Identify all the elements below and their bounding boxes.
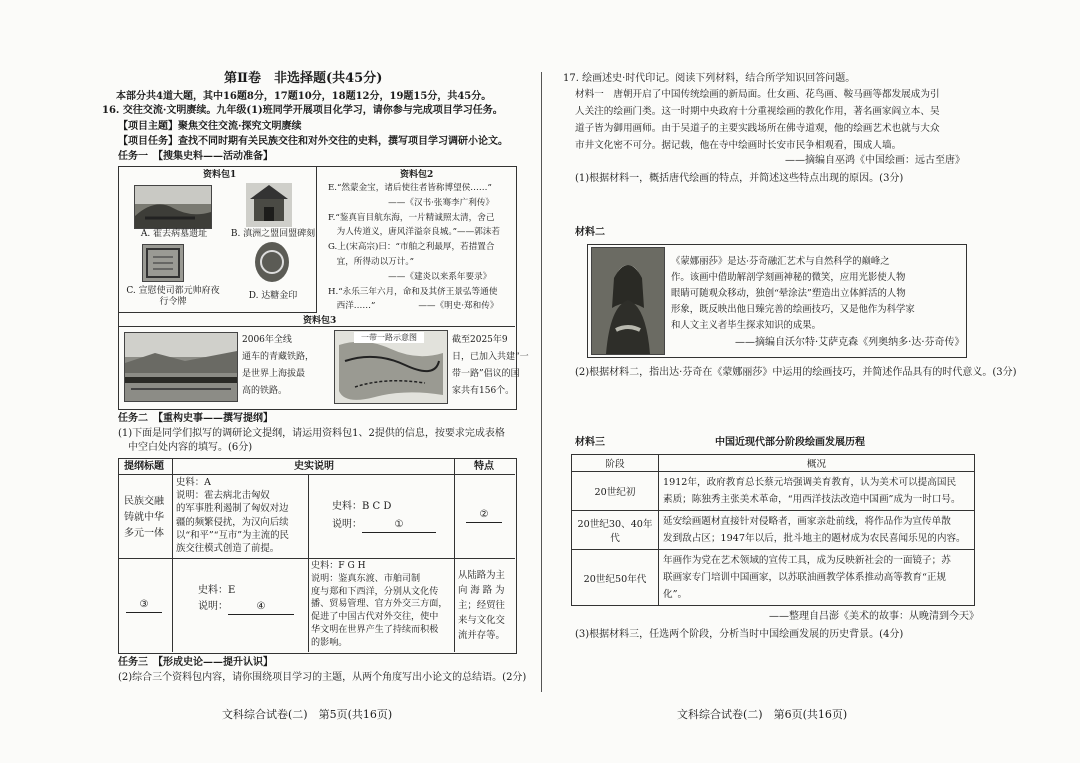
- pack2-line: 西洋……” ——《明史·郑和传》: [328, 301, 499, 312]
- section-title: 第Ⅱ卷 非选择题(共45分): [224, 71, 383, 86]
- row2-fgh-line: 促进了中国古代对外交往，使中: [311, 612, 439, 623]
- row2-fgh-line: 华文明在世界产生了持续而积极: [311, 624, 439, 635]
- material-3-label: 材料三: [575, 437, 605, 448]
- task2-heading: 任务二 【重构史事——撰写提纲】: [118, 413, 273, 424]
- pack2-text: [328, 181, 500, 314]
- page-divider: [541, 72, 542, 692]
- m3-row: [572, 472, 975, 511]
- row2-feature-line: 从陆路为主: [458, 570, 505, 581]
- blank-3-field[interactable]: ③: [126, 598, 162, 613]
- map-label: 一带一路示意图: [354, 332, 424, 343]
- material-2-label: 材料二: [575, 227, 605, 238]
- material-1-line: 市井文化密不可分。据记载，他在寺中绘画时长安市民争相观看，围成人墙。: [575, 140, 902, 151]
- m3-desc-line: 联画家专门培训中国画家，以苏联油画教学体系推动高等教育“正规: [663, 572, 947, 583]
- task3-heading: 任务三 【形成史论——提升认识】: [118, 657, 273, 668]
- material-1-line: 道子皆为御用画师。由于吴道子的主要实践场所在佛寺道观，他的绘画艺术也就与大众: [575, 123, 940, 134]
- row1-a-line: 的军事胜利遏制了匈奴对边: [176, 503, 289, 515]
- q17-3-prompt: (3)根据材料三，任选两个阶段，分析当时中国绘画发展的历史背景。(4分): [575, 629, 904, 640]
- q17-stem: 17. 绘画述史·时代印记。阅读下列材料，结合所学知识回答问题。: [563, 73, 856, 84]
- bri-text: [452, 332, 529, 400]
- blank-4-field[interactable]: ④: [228, 600, 294, 615]
- m3-desc-line: 素质；陈独秀主张美术革命，“用西洋技法改造中国画”成为一时口号。: [663, 494, 961, 505]
- task1-heading: 任务一 【搜集史料——活动准备】: [118, 151, 273, 162]
- material-3-source: ——整理自吕澎《美术的故事：从晚清到今天》: [769, 611, 979, 622]
- row1-material-a: [176, 476, 289, 555]
- q16-2-prompt: (2)综合三个资料包内容，请你围绕项目学习的主题，从两个角度写出小论文的总结语。(2分): [118, 672, 527, 683]
- row1-title-line: 多元一体: [124, 528, 164, 539]
- stele-photo: [246, 183, 292, 227]
- right-footer: 文科综合试卷(二) 第6页(共16页): [677, 708, 848, 721]
- pack3-title: 资料包3: [303, 316, 337, 326]
- pack2-line: ——《汉书·张骞李广利传》: [328, 197, 495, 208]
- section-intro: 本部分共4道大题，其中16题8分，17题10分，18题12分，19题15分，共45分。: [116, 91, 492, 102]
- m3-stage: 20世纪30、40年代: [572, 511, 659, 550]
- m3-header-stage: 阶段: [572, 455, 659, 472]
- row2-feature-line: 流并存等。: [458, 630, 505, 641]
- railway-text-line: 高的铁路。: [242, 386, 288, 396]
- bri-text-line: 日，已加入共建“一: [452, 352, 529, 362]
- pack2-line: 为人传道义，唐风洋溢奈良城。”——郭沫若: [328, 227, 500, 238]
- header-feature: 特点: [474, 461, 494, 472]
- blank-1-field[interactable]: ①: [362, 518, 436, 533]
- blank-2-field[interactable]: ②: [466, 508, 502, 523]
- m3-desc-line: 年画作为党在艺术领域的宣传工具，成为反映新社会的一面镜子；苏: [663, 555, 951, 566]
- row2-e-source: 史料：E: [198, 585, 236, 596]
- row2-fgh-line: 史料：F G H: [311, 561, 366, 571]
- railway-text-line: 2006年全线: [242, 335, 292, 345]
- project-theme: 【项目主题】聚焦交往交流·探究文明赓续: [118, 121, 302, 132]
- row1-bcd-source: 史料：B C D: [332, 501, 392, 512]
- row2-fgh-line: 的影响。: [311, 637, 348, 648]
- m3-stage: 20世纪初: [572, 472, 659, 511]
- row1-title: [124, 494, 164, 542]
- pack2-line: 宜，所得动以万计。”: [328, 256, 415, 267]
- pack1-title: 资料包1: [203, 170, 237, 180]
- left-footer: 文科综合试卷(二) 第5页(共16页): [222, 708, 393, 721]
- material-2-line: 作。该画中借助解剖学刻画神秘的微笑，应用光影使人物: [671, 272, 906, 283]
- material-2-source: ——摘编自沃尔特·艾萨克森《列奥纳多·达·芬奇传》: [735, 337, 965, 348]
- row1-a-line: 说明：霍去病北击匈奴: [176, 490, 270, 502]
- header-outline-title: 提纲标题: [124, 461, 164, 472]
- mona-lisa-painting: [591, 247, 665, 355]
- q17-2-prompt: (2)根据材料二，指出达·芬奇在《蒙娜丽莎》中运用的绘画技巧，并简述作品具有的时代意义。(3分): [575, 367, 1017, 378]
- m3-desc: [659, 511, 975, 550]
- m3-desc: [659, 550, 975, 606]
- pack2-line: G.上(宋高宗)曰：“市舶之利最厚，若措置合: [328, 242, 495, 253]
- caption-d: D. 达糖金印: [248, 291, 298, 301]
- material-2-line: 《蒙娜丽莎》是达·芬奇融汇艺术与自然科学的巅峰之: [671, 256, 890, 267]
- railway-text: [242, 332, 314, 400]
- row1-a-line: 疆的频繁侵扰，为汉向后续: [176, 516, 289, 528]
- m3-stage: 20世纪50年代: [572, 550, 659, 606]
- project-task: 【项目任务】查找不同时期有关民族交往和对外交往的史料，撰写项目学习调研小论文。: [118, 136, 508, 147]
- row2-feature-line: 来与文化交: [458, 615, 505, 626]
- material-2-line: 形象，既反映出他日臻完善的绘画技巧，又是他作为科学家: [671, 304, 915, 315]
- m3-header-desc: 概况: [659, 455, 975, 472]
- q16-stem: 16. 交往交流·文明赓续。九年级(1)班同学开展项目化学习，请你参与完成项目学习任务。: [102, 105, 503, 116]
- pack2-line: F.“鉴真盲目航东海，一片精诚照太清，舍己: [328, 212, 495, 223]
- m3-row: [572, 511, 975, 550]
- m3-desc-line: 发到敌占区；1947年以后，批斗地主的题材成为农民喜闻乐见的内容。: [663, 533, 966, 544]
- m3-desc-line: 1912年，政府教育总长蔡元培强调美育教育，认为美术可以提高国民: [663, 477, 957, 488]
- row2-feature-line: 向 海 路 为: [458, 585, 505, 596]
- material-2-line: 眼睛可随观众移动，独创“晕涂法”塑造出立体鲜活的人物: [671, 288, 906, 299]
- railway-text-line: 通车的青藏铁路，: [242, 352, 315, 362]
- pack2-line: ——《建炎以来系年要录》: [328, 271, 492, 282]
- row1-title-line: 铸就中华: [124, 512, 164, 523]
- caption-a: A. 霍去病墓遗址: [140, 229, 208, 239]
- q16-1-prompt-cont: 中空白处内容的填写。(6分): [118, 442, 253, 453]
- material-1: [575, 86, 940, 154]
- q16-1-prompt: (1)下面是同学们拟写的调研论文提纲，请运用资料包1、2提供的信息，按要求完成表格: [118, 428, 505, 439]
- material-2-line: 和人文主义者毕生探求知识的成果。: [671, 320, 822, 331]
- pack2-line: E.“然蒙金宝，诸后使往者皆称博望侯……”: [328, 183, 492, 193]
- qinghai-tibet-railway-photo: [124, 332, 238, 402]
- row1-a-line: 以“和平”“互市”为主流的民: [176, 529, 289, 541]
- caption-c: C. 宣慰使司都元帅府夜行令牌: [126, 286, 220, 307]
- row2-feature-line: 主；经贸往: [458, 600, 505, 611]
- row2-fgh-line: 说明：鉴真东渡、市舶司制: [311, 573, 421, 584]
- bri-text-line: 带一路”倡议的国: [452, 369, 520, 379]
- m3-row: [572, 550, 975, 606]
- row1-a-line: 史料：A: [176, 477, 211, 488]
- night-token-photo: [142, 244, 184, 282]
- huo-qubing-tomb-photo: [134, 185, 212, 229]
- row1-title-line: 民族交融: [124, 496, 164, 507]
- row2-feature: [458, 568, 505, 643]
- material-2-text: [671, 254, 915, 334]
- col1-rule: [118, 458, 173, 652]
- caption-b: B. 滇洲之盟回盟碑刻: [230, 229, 316, 239]
- material-1-source: ——摘编自巫鸿《中国绘画：远古至唐》: [785, 155, 965, 166]
- material-1-line: 材料一 唐朝开启了中国传统绘画的新局面。仕女画、花鸟画、鞍马画等都发展成为引: [575, 89, 940, 100]
- railway-text-line: 是世界上海拔最: [242, 369, 306, 379]
- row1-bcd-explain: 说明： ①: [332, 518, 436, 533]
- row2-fgh: [311, 560, 447, 650]
- m3-desc: [659, 472, 975, 511]
- pack2-line: H.“永乐三年六月，命和及其侪王景弘等通使: [328, 286, 498, 297]
- m3-desc-line: 延安绘画题材直接针对侵略者，画家亲赴前线，将作品作为宣传单散: [663, 516, 951, 527]
- row2-e-explain: 说明： ④: [198, 600, 294, 615]
- row2-fgh-line: 播、贸易管理、官方外交三方面，: [311, 599, 448, 610]
- bri-text-line: 截至2025年9: [452, 335, 508, 345]
- right-page: [545, 0, 1080, 763]
- m3-desc-line: 化”。: [663, 589, 688, 600]
- gold-seal-photo: [255, 242, 289, 282]
- row1-a-line: 族交往模式创造了前提。: [176, 543, 280, 555]
- row2-fgh-line: 度与郑和下西洋，分别从文化传: [311, 586, 439, 597]
- bri-text-line: 家共有156个。: [452, 386, 515, 396]
- material-3-table: [571, 454, 975, 606]
- material-1-line: 人关注的绘画门类。这一时期中央政府十分重视绘画的教化作用，著名画家阎立本、吴: [575, 106, 940, 117]
- header-facts: 史实说明: [294, 461, 334, 472]
- pack2-title: 资料包2: [400, 170, 434, 180]
- q17-1-prompt: (1)根据材料一，概括唐代绘画的特点，并简述这些特点出现的原因。(3分): [575, 173, 904, 184]
- material-3-title: 中国近现代部分阶段绘画发展历程: [715, 437, 865, 448]
